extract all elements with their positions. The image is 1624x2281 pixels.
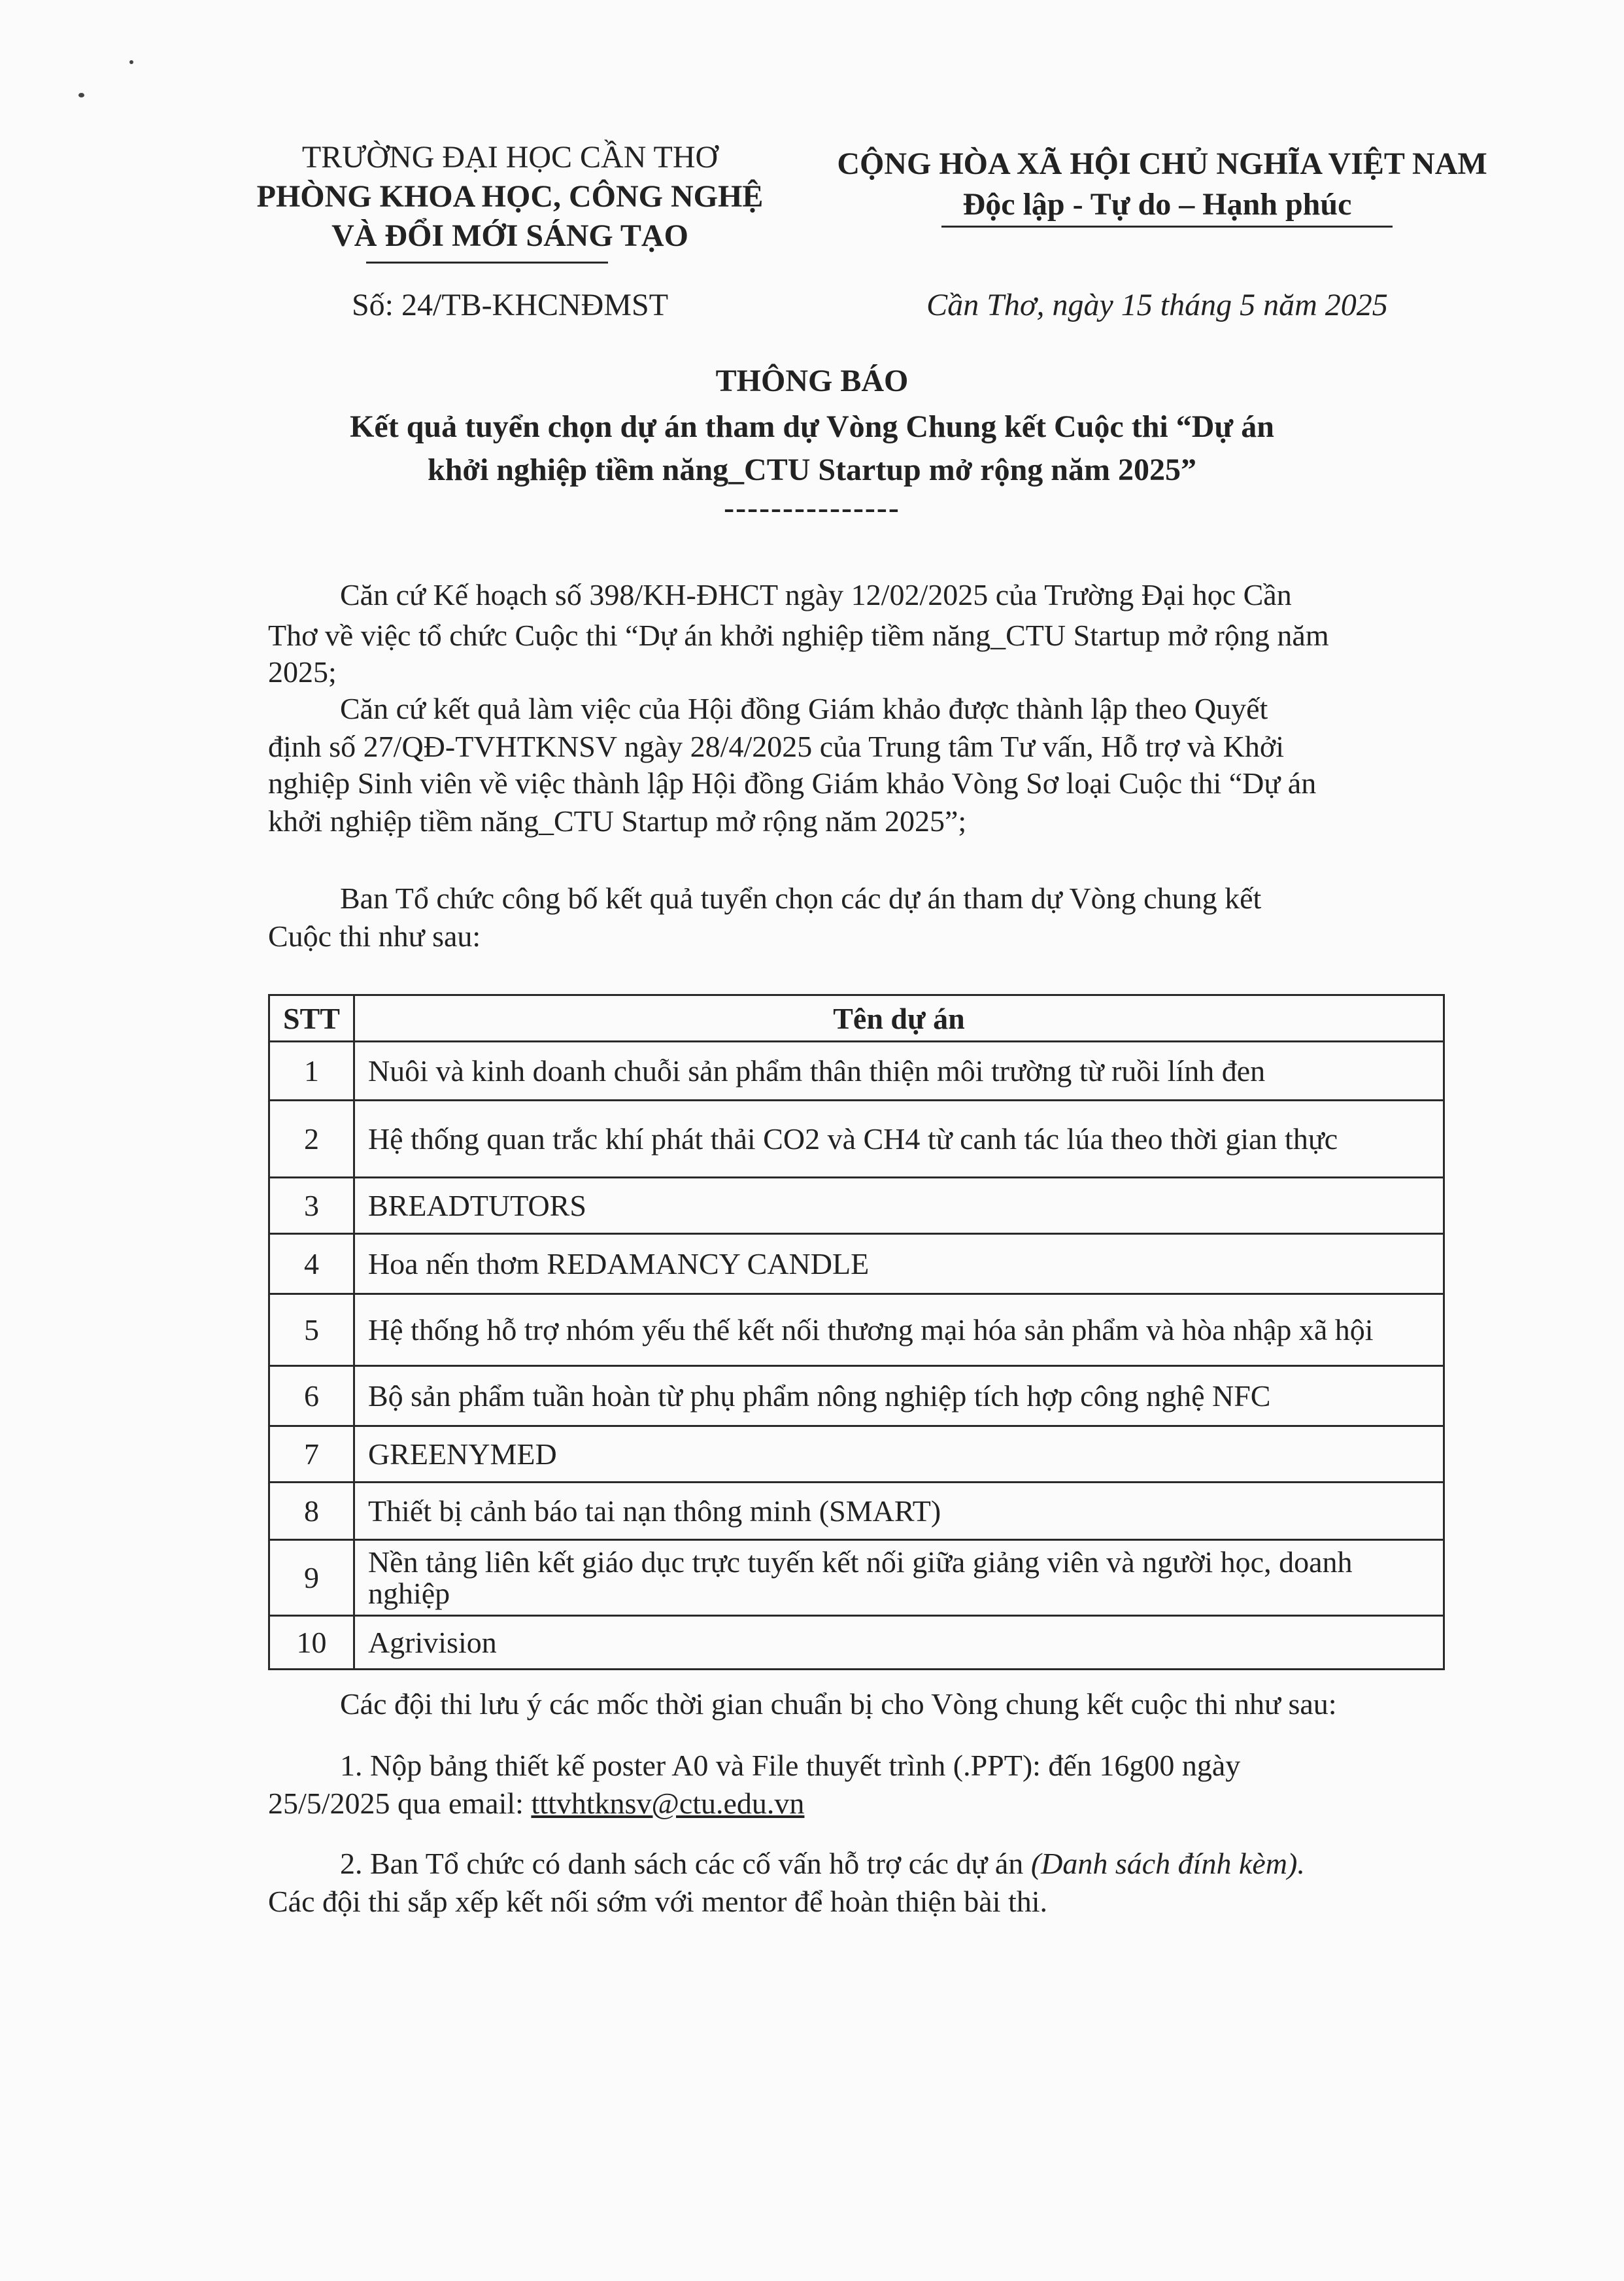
office-name-line1: PHÒNG KHOA HỌC, CÔNG NGHỆ xyxy=(256,179,764,214)
note-2-line-2: Các đội thi sắp xếp kết nối sớm với mentor để hoàn thiện bài thi. xyxy=(268,1885,1048,1918)
row-number: 2 xyxy=(269,1101,354,1178)
project-name: Hoa nến thơm REDAMANCY CANDLE xyxy=(354,1234,1444,1294)
table-row xyxy=(269,1234,1444,1294)
table-row xyxy=(269,1294,1444,1366)
table-row xyxy=(269,1426,1444,1483)
scan-speck xyxy=(129,60,133,64)
place-and-date: Cần Thơ, ngày 15 tháng 5 năm 2025 xyxy=(926,288,1388,322)
row-number: 5 xyxy=(269,1294,354,1366)
note-2-line-1 xyxy=(340,1845,1305,1882)
basis-1-line-1: Căn cứ Kế hoạch số 398/KH-ĐHCT ngày 12/02/2025 của Trường Đại học Cần xyxy=(340,578,1292,611)
attached-list-reference: (Danh sách đính kèm). xyxy=(1030,1847,1305,1880)
basis-1-line-3: 2025; xyxy=(268,655,337,689)
motto-underline xyxy=(941,226,1393,228)
project-name: Nuôi và kinh doanh chuỗi sản phẩm thân thiện môi trường từ ruồi lính đen xyxy=(354,1042,1444,1101)
basis-2-line-1: Căn cứ kết quả làm việc của Hội đồng Giám khảo được thành lập theo Quyết xyxy=(340,692,1268,725)
table-header-row xyxy=(269,995,1444,1042)
row-number: 4 xyxy=(269,1234,354,1294)
notice-subtitle-line2: khởi nghiệp tiềm năng_CTU Startup mở rộng năm 2025” xyxy=(428,453,1196,487)
note-1-deadline-text: 25/5/2025 qua email: xyxy=(268,1787,532,1820)
project-name: Hệ thống hỗ trợ nhóm yếu thế kết nối thương mại hóa sản phẩm và hòa nhập xã hội xyxy=(354,1294,1444,1366)
row-number: 8 xyxy=(269,1483,354,1540)
notice-subtitle-line1: Kết quả tuyển chọn dự án tham dự Vòng Chung kết Cuộc thi “Dự án xyxy=(350,409,1274,444)
row-number: 3 xyxy=(269,1178,354,1234)
project-name: Agrivision xyxy=(354,1616,1444,1670)
table-row xyxy=(269,1366,1444,1426)
row-number: 6 xyxy=(269,1366,354,1426)
note-1-line-1: 1. Nộp bảng thiết kế poster A0 và File thuyết trình (.PPT): đến 16g00 ngày xyxy=(340,1749,1241,1782)
basis-2-line-4: khởi nghiệp tiềm năng_CTU Startup mở rộng năm 2025”; xyxy=(268,804,967,838)
row-number: 10 xyxy=(269,1616,354,1670)
scan-speck xyxy=(78,93,84,97)
announcement-line-2: Cuộc thi như sau: xyxy=(268,919,481,953)
announcement-line-1: Ban Tổ chức công bố kết quả tuyển chọn các dự án tham dự Vòng chung kết xyxy=(340,882,1262,915)
left-header-rule xyxy=(366,262,608,264)
basis-2-line-2: định số 27/QĐ-TVHTKNSV ngày 28/4/2025 của Trung tâm Tư vấn, Hỗ trợ và Khởi xyxy=(268,730,1285,763)
country-name: CỘNG HÒA XÃ HỘI CHỦ NGHĨA VIỆT NAM xyxy=(837,146,1487,181)
row-number: 9 xyxy=(269,1540,354,1616)
project-table xyxy=(268,994,1445,1670)
note-2-text: 2. Ban Tổ chức có danh sách các cố vấn hỗ trợ các dự án xyxy=(340,1847,1031,1880)
project-name: Hệ thống quan trắc khí phát thải CO2 và CH4 từ canh tác lúa theo thời gian thực xyxy=(354,1101,1444,1178)
project-name: BREADTUTORS xyxy=(354,1178,1444,1234)
table-row xyxy=(269,1178,1444,1234)
contact-email-link[interactable]: tttvhtknsv@ctu.edu.vn xyxy=(531,1787,805,1820)
basis-1-line-2: Thơ về việc tổ chức Cuộc thi “Dự án khởi nghiệp tiềm năng_CTU Startup mở rộng năm xyxy=(268,619,1329,652)
office-name-line2: VÀ ĐỔI MỚI SÁNG TẠO xyxy=(331,218,688,253)
project-name: GREENYMED xyxy=(354,1426,1444,1483)
table-row xyxy=(269,1483,1444,1540)
table-row xyxy=(269,1042,1444,1101)
column-header-project-name: Tên dự án xyxy=(354,995,1444,1042)
table-row xyxy=(269,1101,1444,1178)
basis-2-line-3: nghiệp Sinh viên về việc thành lập Hội đồng Giám khảo Vòng Sơ loại Cuộc thi “Dự án xyxy=(268,766,1317,800)
national-motto: Độc lập - Tự do – Hạnh phúc xyxy=(962,187,1352,222)
row-number: 7 xyxy=(269,1426,354,1483)
project-name: Thiết bị cảnh báo tai nạn thông minh (SMART) xyxy=(354,1483,1444,1540)
notes-intro: Các đội thi lưu ý các mốc thời gian chuẩn bị cho Vòng chung kết cuộc thi như sau: xyxy=(340,1687,1337,1721)
table-row xyxy=(269,1540,1444,1616)
column-header-stt: STT xyxy=(269,995,354,1042)
project-name: Bộ sản phẩm tuần hoàn từ phụ phẩm nông nghiệp tích hợp công nghệ NFC xyxy=(354,1366,1444,1426)
notice-heading: THÔNG BÁO xyxy=(715,364,909,398)
note-1-line-2 xyxy=(268,1785,804,1822)
title-divider: --------------- xyxy=(724,490,900,525)
row-number: 1 xyxy=(269,1042,354,1101)
table-row xyxy=(269,1616,1444,1670)
document-number: Số: 24/TB-KHCNĐMST xyxy=(351,288,669,322)
university-name: TRƯỜNG ĐẠI HỌC CẦN THƠ xyxy=(301,140,719,175)
project-name: Nền tảng liên kết giáo dục trực tuyến kết nối giữa giảng viên và người học, doanh nghiệp xyxy=(354,1540,1444,1616)
